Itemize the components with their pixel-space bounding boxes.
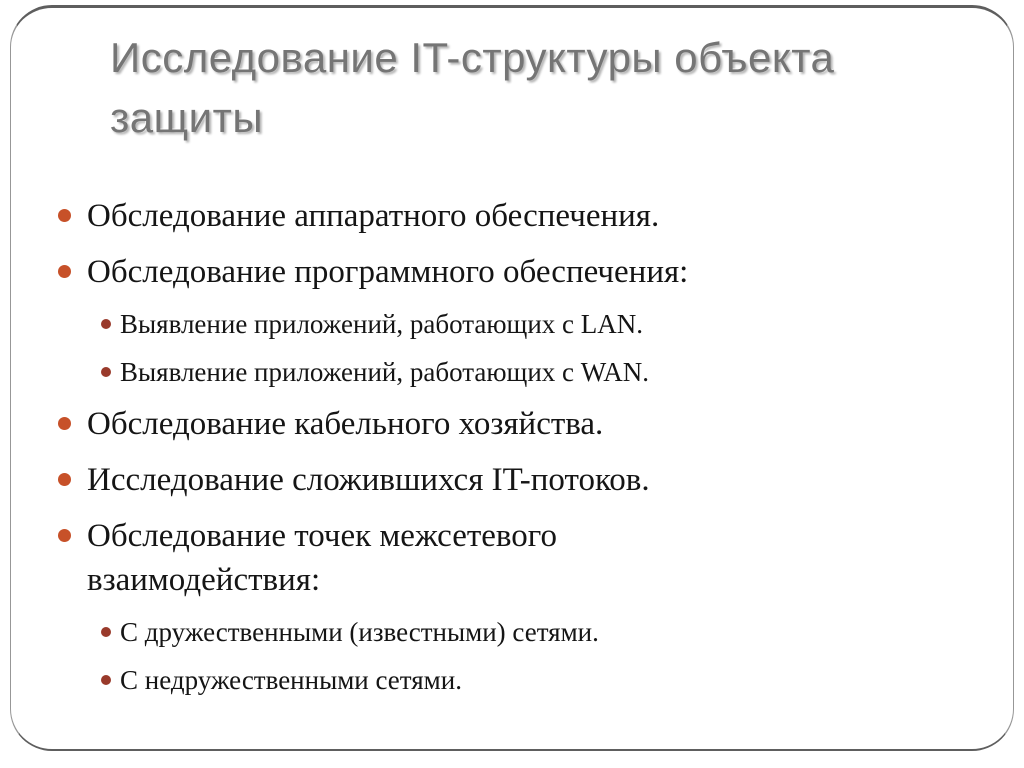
title-line-2: защиты: [110, 94, 264, 141]
bullet-icon: [58, 417, 71, 430]
bullet-icon: [101, 627, 111, 637]
bullet-icon: [101, 319, 111, 329]
bullet-icon: [58, 265, 71, 278]
list-item: [56, 194, 971, 238]
bullet-icon: [101, 367, 111, 377]
bullet-text: С недружественными сетями.: [120, 665, 462, 695]
bullet-icon: [101, 675, 111, 685]
title-line-1: Исследование IT-структуры объекта: [110, 34, 835, 81]
bullet-text: С дружественными (известными) сетями.: [120, 617, 599, 647]
bullet-text: Обследование аппаратного обеспечения.: [87, 198, 660, 234]
list-item: [56, 250, 971, 294]
bullet-icon: [58, 473, 71, 486]
slide-title: [110, 28, 950, 148]
list-item: [101, 662, 971, 698]
bullet-text: Выявление приложений, работающих с WAN.: [120, 357, 649, 387]
bullet-text: Обследование программного обеспечения:: [87, 254, 689, 290]
bullet-text: Выявление приложений, работающих с LAN.: [120, 309, 643, 339]
list-item: [56, 514, 971, 602]
list-item: [101, 306, 971, 342]
list-item: [56, 402, 971, 446]
bullet-list: [56, 194, 971, 710]
list-item: [101, 354, 971, 390]
bullet-text: Обследование кабельного хозяйства.: [87, 406, 604, 442]
bullet-text: Обследование точек межсетевого: [87, 518, 557, 554]
bullet-text: Исследование сложившихся IT-потоков.: [87, 462, 650, 498]
list-item: [56, 458, 971, 502]
bullet-icon: [58, 209, 71, 222]
bullet-icon: [58, 529, 71, 542]
bullet-text: взаимодействия:: [87, 562, 321, 598]
list-item: [101, 614, 971, 650]
